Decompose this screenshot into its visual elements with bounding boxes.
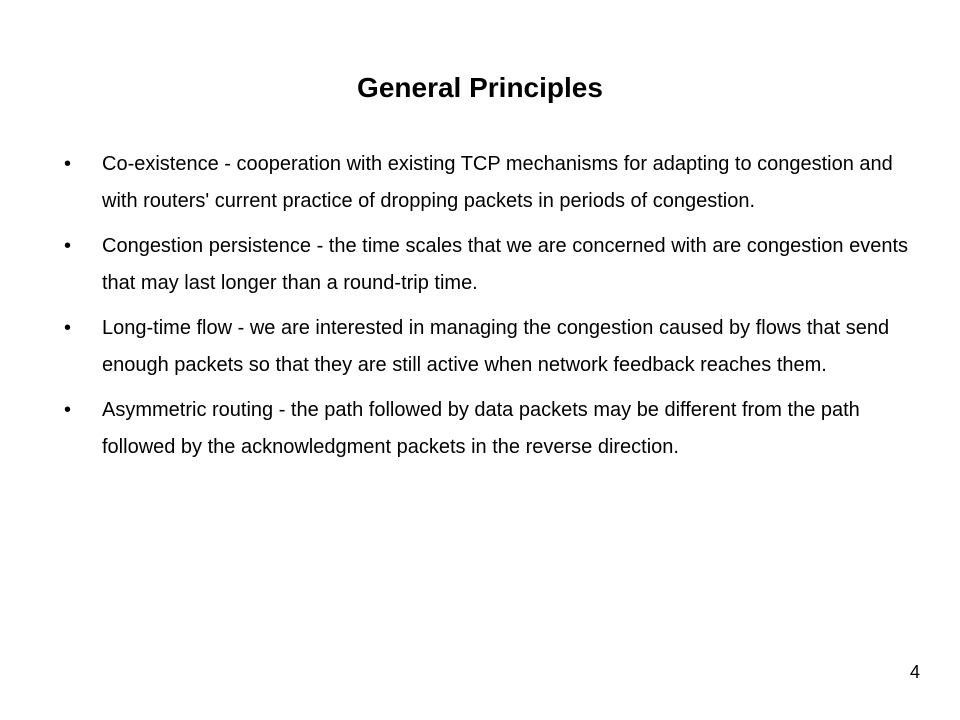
bullet-item-long-time-flow (60, 310, 910, 384)
bullet-item-asymmetric-routing (60, 392, 910, 466)
bullet-mark: • (64, 235, 72, 257)
bullet-text: Long-time flow - we are interested in managing the congestion caused by flows that send enough packets so that they are still active when network feedback reaches them. (102, 317, 890, 376)
bullet-mark: • (64, 317, 72, 339)
page-number: 4 (909, 662, 920, 682)
bullet-text: Asymmetric routing - the path followed by data packets may be different from the path followed by the acknowledgment packets in the reverse direction. (102, 399, 860, 458)
bullet-item-congestion-persistence (60, 228, 910, 302)
bullet-text: Congestion persistence - the time scales that we are concerned with are congestion events that may last longer than a round-trip time. (102, 235, 908, 294)
bullet-list (60, 146, 910, 474)
bullet-mark: • (64, 399, 72, 421)
bullet-text: Co-existence - cooperation with existing TCP mechanisms for adapting to congestion and with routers' current practice of dropping packets in periods of congestion. (102, 153, 893, 212)
bullet-item-co-existence (60, 146, 910, 220)
bullet-mark: • (64, 153, 72, 175)
slide-title: General Principles (357, 72, 603, 103)
